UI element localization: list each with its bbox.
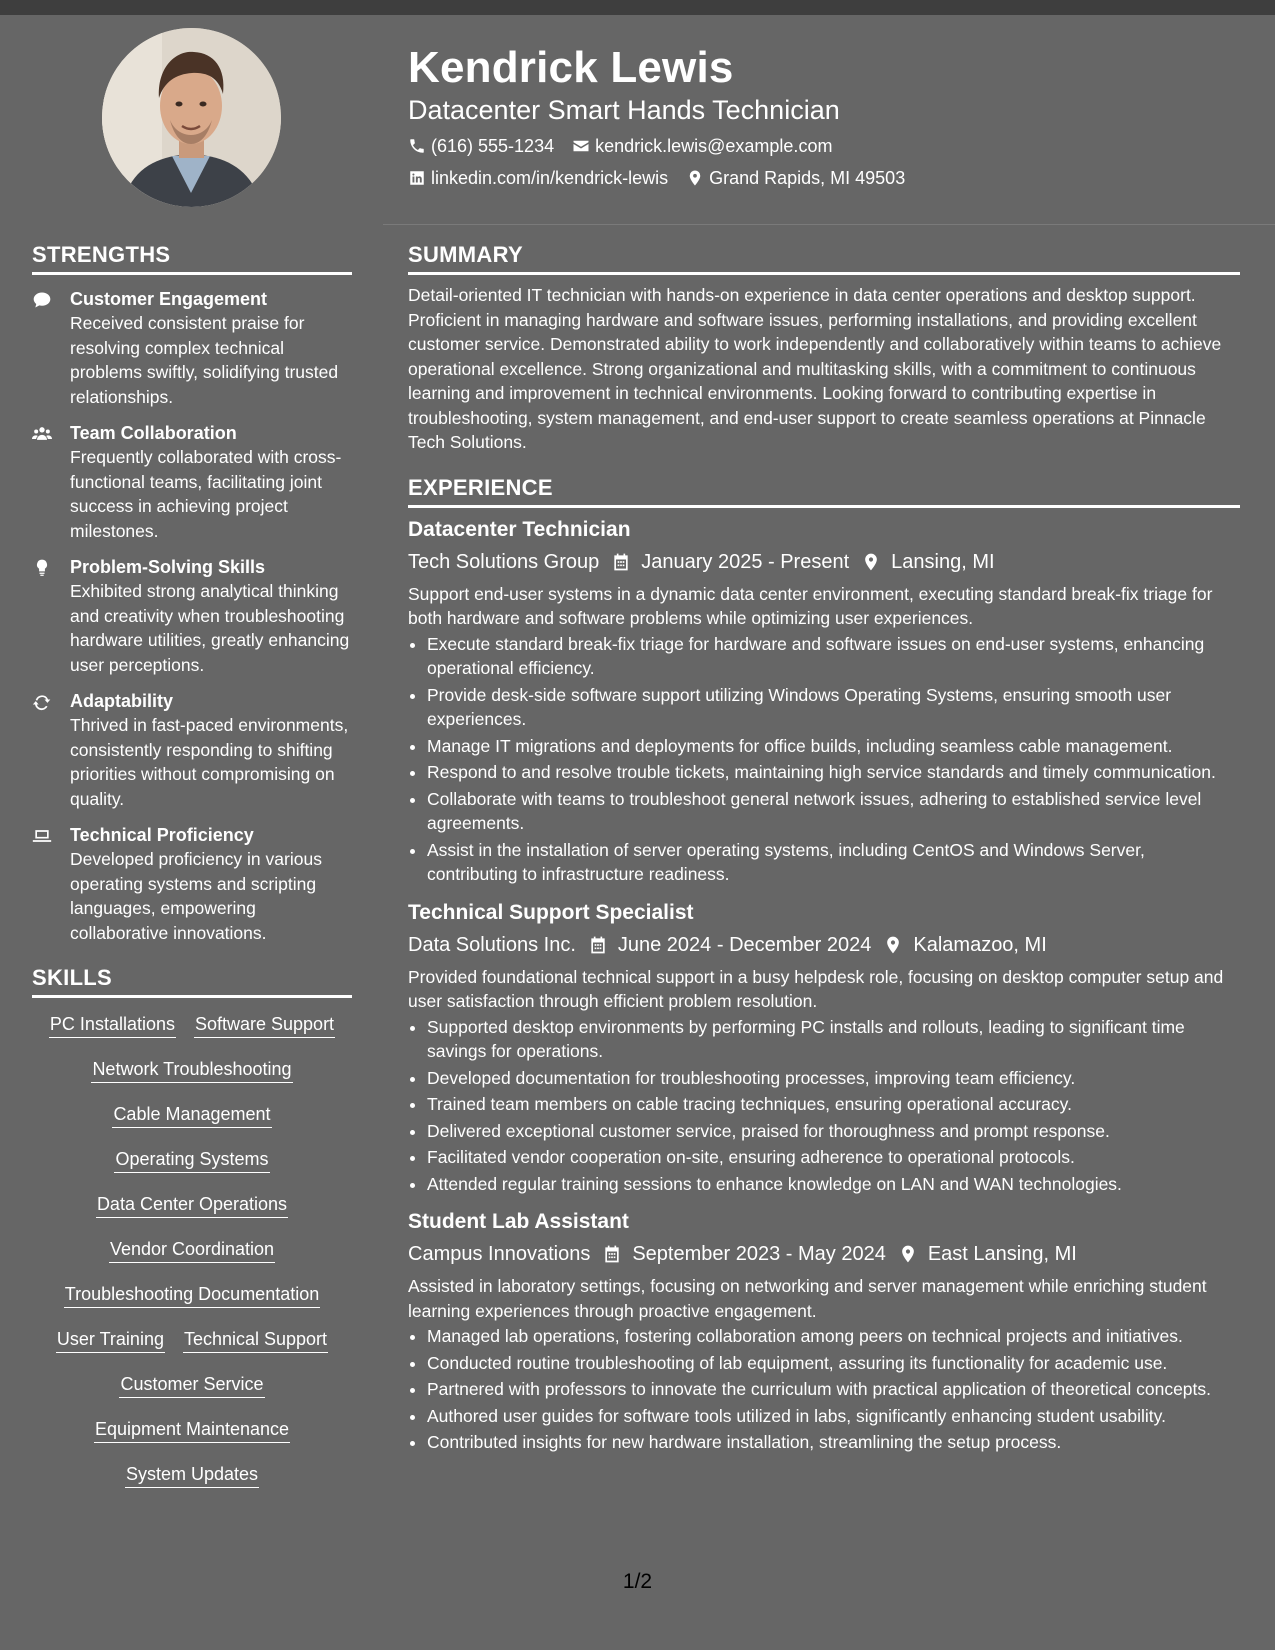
calendar-icon	[588, 935, 608, 955]
strength-item	[32, 287, 352, 409]
candidate-title: Datacenter Smart Hands Technician	[408, 95, 840, 125]
contact-phone[interactable]	[408, 134, 554, 158]
strength-item	[32, 689, 352, 811]
skill-tag: Software Support	[194, 1012, 335, 1038]
contact-linkedin[interactable]	[408, 166, 668, 190]
page-number: 1/2	[622, 1570, 653, 1593]
strengths-title: STRENGTHS	[32, 242, 171, 267]
job-description: Support end-user systems in a dynamic data center environment, executing standard break-fix triage for both hardware and software problems while optimizing user experiences.	[408, 583, 1213, 628]
top-bar	[0, 0, 1275, 15]
experience-divider	[408, 505, 1240, 508]
skill-tag: Operating Systems	[114, 1147, 269, 1173]
job-entry	[408, 899, 1240, 1197]
strength-item	[32, 421, 352, 543]
map-pin-icon	[861, 552, 881, 572]
job-bullet: • Supported desktop environments by performing PC installs and rollouts, leading to significant time savings for operations.	[427, 1015, 1240, 1064]
job-dates: September 2023 - May 2024	[602, 1240, 886, 1268]
strength-heading: Customer Engagement	[70, 289, 268, 309]
strength-item	[32, 555, 352, 677]
job-bullet: • Assist in the installation of server operating systems, including CentOS and Windows Server, contributing to infrastructure readiness.	[427, 838, 1240, 887]
linkedin-icon	[408, 169, 426, 187]
job-title: Datacenter Technician	[408, 517, 631, 541]
header-divider	[383, 224, 1275, 225]
lightbulb-icon	[32, 558, 52, 578]
job-bullets	[408, 632, 1240, 887]
left-column	[32, 240, 352, 1507]
job-bullet: • Facilitated vendor cooperation on-site, ensuring adherence to operational protocols.	[427, 1145, 1240, 1170]
job-meta	[408, 548, 1240, 576]
profile-photo	[102, 28, 281, 207]
strength-heading: Team Collaboration	[70, 423, 237, 443]
job-dates: January 2025 - Present	[611, 548, 849, 576]
job-bullets	[408, 1015, 1240, 1197]
job-meta	[408, 1240, 1240, 1268]
job-title: Student Lab Assistant	[408, 1210, 629, 1233]
strength-item	[32, 823, 352, 945]
strength-text: Received consistent praise for resolving complex technical problems swiftly, solidifying trusted relationships.	[70, 313, 339, 407]
job-bullet: • Attended regular training sessions to enhance knowledge on LAN and WAN technologies.	[427, 1172, 1240, 1197]
job-meta	[408, 931, 1240, 959]
contact-line-1	[408, 134, 1228, 158]
strength-text: Exhibited strong analytical thinking and creativity when troubleshooting hardware utilities, greatly enhancing user perceptions.	[70, 581, 350, 675]
skill-tag: Network Troubleshooting	[91, 1057, 292, 1083]
skills-divider	[32, 995, 352, 998]
right-column	[408, 240, 1240, 1457]
job-entry	[408, 1208, 1240, 1455]
candidate-name: Kendrick Lewis	[408, 43, 734, 92]
skill-tag: Troubleshooting Documentation	[64, 1282, 321, 1308]
job-bullet: • Execute standard break-fix triage for hardware and software issues on end-user systems, enhancing operational efficiency.	[427, 632, 1240, 681]
job-bullet: • Respond to and resolve trouble tickets, maintaining high service standards and timely communication.	[427, 760, 1240, 785]
phone-icon	[408, 137, 426, 155]
contact-location	[686, 166, 905, 190]
job-location: Lansing, MI	[861, 548, 994, 576]
skill-tag: Cable Management	[112, 1102, 271, 1128]
calendar-icon	[611, 552, 631, 572]
strength-text: Frequently collaborated with cross-functional teams, facilitating joint success in achieving project milestones.	[70, 447, 342, 541]
skill-tag: User Training	[56, 1327, 165, 1353]
job-bullet: • Trained team members on cable tracing techniques, ensuring operational accuracy.	[427, 1092, 1240, 1117]
calendar-icon	[602, 1244, 622, 1264]
job-bullets	[408, 1324, 1240, 1455]
skills-title: SKILLS	[32, 965, 113, 990]
job-company: Data Solutions Inc.	[408, 933, 576, 956]
location-text: Grand Rapids, MI 49503	[709, 168, 906, 188]
job-description: Assisted in laboratory settings, focusing on networking and server management while enriching student learning experiences through proactive engagement.	[408, 1276, 1207, 1321]
job-bullet: • Managed lab operations, fostering collaboration among peers on technical projects and initiatives.	[427, 1324, 1240, 1349]
summary-title: SUMMARY	[408, 242, 523, 267]
envelope-icon	[572, 137, 590, 155]
laptop-icon	[32, 826, 52, 846]
contact-email[interactable]	[572, 134, 832, 158]
job-company: Campus Innovations	[408, 1243, 591, 1265]
job-bullet: • Conducted routine troubleshooting of lab equipment, assuring its functionality for academic use.	[427, 1351, 1240, 1376]
experience-title: EXPERIENCE	[408, 474, 553, 500]
job-bullet: • Contributed insights for new hardware installation, streamlining the setup process.	[427, 1430, 1240, 1455]
speech-bubble-icon	[32, 290, 52, 310]
job-bullet: • Manage IT migrations and deployments for office builds, including seamless cable management.	[427, 734, 1240, 759]
map-pin-icon	[686, 169, 704, 187]
strength-heading: Adaptability	[70, 691, 174, 711]
job-bullet: • Collaborate with teams to troubleshoot general network issues, adhering to established service level agreements.	[427, 787, 1240, 836]
skill-tag: Equipment Maintenance	[94, 1417, 290, 1443]
skill-tag: Data Center Operations	[96, 1192, 288, 1218]
summary-divider	[408, 272, 1240, 275]
map-pin-icon	[883, 935, 903, 955]
job-dates: June 2024 - December 2024	[588, 931, 872, 959]
phone-text: (616) 555-1234	[431, 136, 555, 156]
resume-header	[408, 40, 1228, 190]
job-bullet: • Partnered with professors to innovate the curriculum with practical application of theoretical concepts.	[427, 1377, 1240, 1402]
job-bullet: • Authored user guides for software tools utilized in labs, significantly enhancing student usability.	[427, 1404, 1240, 1429]
job-title: Technical Support Specialist	[408, 900, 694, 924]
job-location: Kalamazoo, MI	[883, 931, 1046, 959]
summary-text: Detail-oriented IT technician with hands-on experience in data center operations and desktop support. Proficient in managing hardware and software issues, performing installations, and providing excellent customer service. Demonstrated ability to work independently and collaboratively within teams to achieve operational excellence. Strong organizational and multitasking skills, with a commitment to continuous learning and improvement in technical environments. Looking forward to contributing expertise in troubleshooting, system management, and end-user support to create seamless operations at Pinnacle Tech Solutions.	[408, 285, 1222, 452]
strengths-divider	[32, 272, 352, 275]
map-pin-icon	[898, 1244, 918, 1264]
users-icon	[32, 424, 52, 444]
skill-tag: Technical Support	[183, 1327, 328, 1353]
strength-text: Thrived in fast-paced environments, consistently responding to shifting priorities without compromising on quality.	[70, 715, 349, 809]
job-company: Tech Solutions Group	[408, 550, 600, 573]
skill-tag: System Updates	[125, 1462, 259, 1488]
contact-line-2	[408, 166, 1228, 190]
skill-tag: Customer Service	[119, 1372, 264, 1398]
job-bullet: • Developed documentation for troubleshooting processes, improving team efficiency.	[427, 1066, 1240, 1091]
email-text: kendrick.lewis@example.com	[595, 136, 833, 156]
strength-heading: Problem-Solving Skills	[70, 557, 266, 577]
job-location: East Lansing, MI	[898, 1240, 1077, 1268]
strength-heading: Technical Proficiency	[70, 825, 254, 845]
skills-list	[32, 1012, 352, 1507]
job-bullet: • Delivered exceptional customer service, praised for thoroughness and prompt response.	[427, 1119, 1240, 1144]
skill-tag: Vendor Coordination	[109, 1237, 275, 1263]
strength-text: Developed proficiency in various operating systems and scripting languages, empowering collaborative innovations.	[70, 849, 322, 943]
refresh-icon	[32, 692, 52, 712]
job-description: Provided foundational technical support in a busy helpdesk role, focusing on desktop computer setup and user satisfaction through efficient problem resolution.	[408, 966, 1224, 1011]
linkedin-text: linkedin.com/in/kendrick-lewis	[431, 168, 669, 188]
job-bullet: • Provide desk-side software support utilizing Windows Operating Systems, ensuring smooth user experiences.	[427, 683, 1240, 732]
skill-tag: PC Installations	[49, 1012, 176, 1038]
job-entry	[408, 516, 1240, 887]
